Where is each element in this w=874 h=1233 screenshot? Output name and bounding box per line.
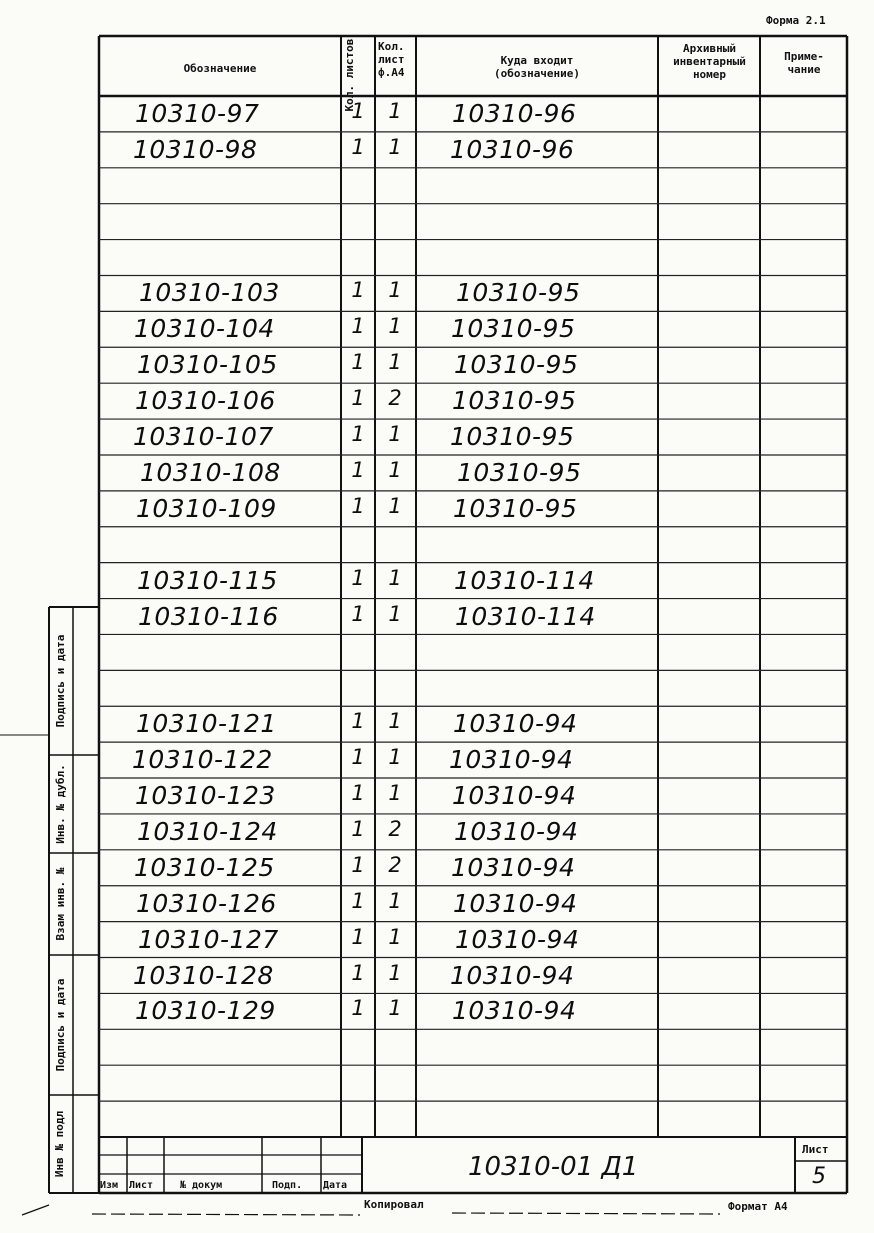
- row-sheets: 1: [351, 422, 365, 447]
- header-qty-a4-line1: Кол.: [378, 40, 405, 53]
- stamp-signature-date-2: Подпись и дата: [54, 978, 67, 1072]
- row-a4-sheets: 1: [388, 457, 402, 482]
- row-designation: 10310-124: [137, 816, 278, 846]
- row-a4-sheets: 1: [388, 924, 402, 949]
- row-designation: 10310-108: [140, 457, 281, 487]
- row-a4-sheets: 2: [388, 386, 402, 411]
- row-a4-sheets: 1: [388, 278, 402, 303]
- row-sheets: 1: [351, 314, 365, 339]
- row-where-used: 10310-95: [454, 350, 579, 380]
- row-where-used: 10310-95: [457, 457, 582, 487]
- row-where-used: 10310-94: [451, 852, 576, 882]
- stamp-replace-inv: Взам инв. №: [54, 867, 67, 941]
- row-sheets: 1: [351, 134, 365, 159]
- row-designation: 10310-106: [135, 386, 276, 416]
- row-where-used: 10310-96: [452, 99, 577, 128]
- row-a4-sheets: 2: [388, 852, 402, 877]
- row-a4-sheets: 1: [388, 134, 402, 159]
- row-designation: 10310-104: [134, 314, 275, 344]
- row-designation: 10310-127: [138, 924, 279, 954]
- row-where-used: 10310-95: [453, 493, 578, 523]
- row-where-used: 10310-95: [450, 422, 575, 452]
- row-sheets: 1: [351, 852, 365, 877]
- row-where-used: 10310-95: [452, 386, 577, 416]
- row-a4-sheets: 1: [388, 781, 402, 806]
- row-sheets: 1: [351, 709, 365, 734]
- row-a4-sheets: 1: [388, 745, 402, 770]
- row-designation: 10310-121: [136, 709, 277, 739]
- row-sheets: 1: [351, 457, 365, 482]
- row-designation: 10310-98: [133, 134, 258, 164]
- tb-col-date: Дата: [323, 1180, 348, 1191]
- tb-col-sheet: Лист: [129, 1180, 154, 1191]
- row-sheets: 1: [351, 924, 365, 949]
- stamp-signature-date-1: Подпись и дата: [54, 634, 67, 728]
- row-a4-sheets: 1: [388, 565, 402, 590]
- row-where-used: 10310-94: [453, 888, 578, 918]
- row-designation: 10310-122: [132, 745, 273, 775]
- row-designation: 10310-115: [137, 565, 278, 595]
- header-where-used-line1: Куда входит: [500, 54, 574, 67]
- row-where-used: 10310-94: [450, 960, 575, 990]
- row-a4-sheets: 2: [388, 816, 402, 841]
- header-where-used: [417, 54, 657, 80]
- header-note: [761, 50, 847, 76]
- row-designation: 10310-128: [133, 960, 274, 990]
- row-designation: 10310-97: [135, 99, 260, 128]
- row-sheets: 1: [351, 816, 365, 841]
- row-where-used: 10310-95: [456, 278, 581, 308]
- row-sheets: 1: [351, 996, 365, 1021]
- tb-sheet-number: 5: [812, 1164, 827, 1189]
- row-a4-sheets: 1: [388, 709, 402, 734]
- row-sheets: 1: [351, 99, 365, 123]
- row-sheets: 1: [351, 565, 365, 590]
- row-designation: 10310-116: [138, 601, 279, 631]
- row-a4-sheets: 1: [388, 422, 402, 447]
- header-note-line2: чание: [787, 63, 821, 76]
- row-designation: 10310-125: [134, 852, 275, 882]
- row-designation: 10310-103: [139, 278, 280, 308]
- document-code: 10310-01 Д1: [468, 1152, 639, 1182]
- row-a4-sheets: 1: [388, 960, 402, 985]
- stamp-inv-dup: Инв. № дубл.: [54, 764, 67, 844]
- header-archive-line3: номер: [692, 68, 727, 81]
- header-archive-line1: Архивный: [683, 42, 736, 55]
- row-where-used: 10310-96: [450, 134, 575, 164]
- row-a4-sheets: 1: [388, 996, 402, 1021]
- row-where-used: 10310-94: [452, 781, 577, 811]
- header-archive: [659, 42, 760, 81]
- row-sheets: 1: [351, 888, 365, 913]
- row-a4-sheets: 1: [388, 314, 402, 339]
- row-where-used: 10310-114: [455, 601, 596, 631]
- row-sheets: 1: [351, 745, 365, 770]
- row-a4-sheets: 1: [388, 350, 402, 375]
- row-designation: 10310-107: [133, 422, 274, 452]
- row-where-used: 10310-94: [453, 709, 578, 739]
- footer-copied: Копировал: [364, 1198, 424, 1211]
- row-sheets: 1: [351, 350, 365, 375]
- header-qty-a4: [376, 40, 418, 79]
- header-note-line1: Приме-: [784, 50, 824, 63]
- row-sheets: 1: [351, 960, 365, 985]
- row-a4-sheets: 1: [388, 99, 402, 123]
- row-designation: 10310-126: [136, 888, 277, 918]
- row-sheets: 1: [351, 601, 365, 626]
- stamp-inv-orig: Инв № подл: [53, 1110, 66, 1178]
- header-designation: Обозначение: [183, 62, 257, 75]
- row-sheets: 1: [351, 781, 365, 806]
- row-sheets: 1: [351, 278, 365, 303]
- header-archive-line2: инвентарный: [673, 55, 746, 68]
- row-designation: 10310-109: [136, 493, 277, 523]
- row-sheets: 1: [351, 386, 365, 411]
- row-sheets: 1: [351, 493, 365, 518]
- header-qty-a4-line3: ф.А4: [378, 66, 405, 79]
- header-where-used-line2: (обозначение): [493, 67, 581, 80]
- row-designation: 10310-129: [135, 996, 276, 1026]
- row-where-used: 10310-94: [454, 816, 579, 846]
- tb-col-doc: № докум: [180, 1180, 223, 1191]
- row-a4-sheets: 1: [388, 888, 402, 913]
- row-a4-sheets: 1: [388, 601, 402, 626]
- header-qty-a4-line2: лист: [378, 53, 405, 66]
- row-where-used: 10310-94: [452, 996, 577, 1026]
- header-qty-sheets: Кол. листов: [343, 38, 356, 112]
- tb-sheet-label: Лист: [802, 1143, 829, 1156]
- row-where-used: 10310-95: [451, 314, 576, 344]
- row-where-used: 10310-94: [449, 745, 574, 775]
- row-designation: 10310-105: [137, 350, 278, 380]
- row-a4-sheets: 1: [388, 493, 402, 518]
- row-designation: 10310-123: [135, 781, 276, 811]
- footer-format: Формат А4: [728, 1200, 788, 1213]
- row-where-used: 10310-94: [455, 924, 580, 954]
- tb-col-sign: Подп.: [272, 1180, 303, 1191]
- form-label: Форма 2.1: [766, 14, 826, 27]
- tb-col-change: Изм: [100, 1180, 119, 1191]
- row-where-used: 10310-114: [454, 565, 595, 595]
